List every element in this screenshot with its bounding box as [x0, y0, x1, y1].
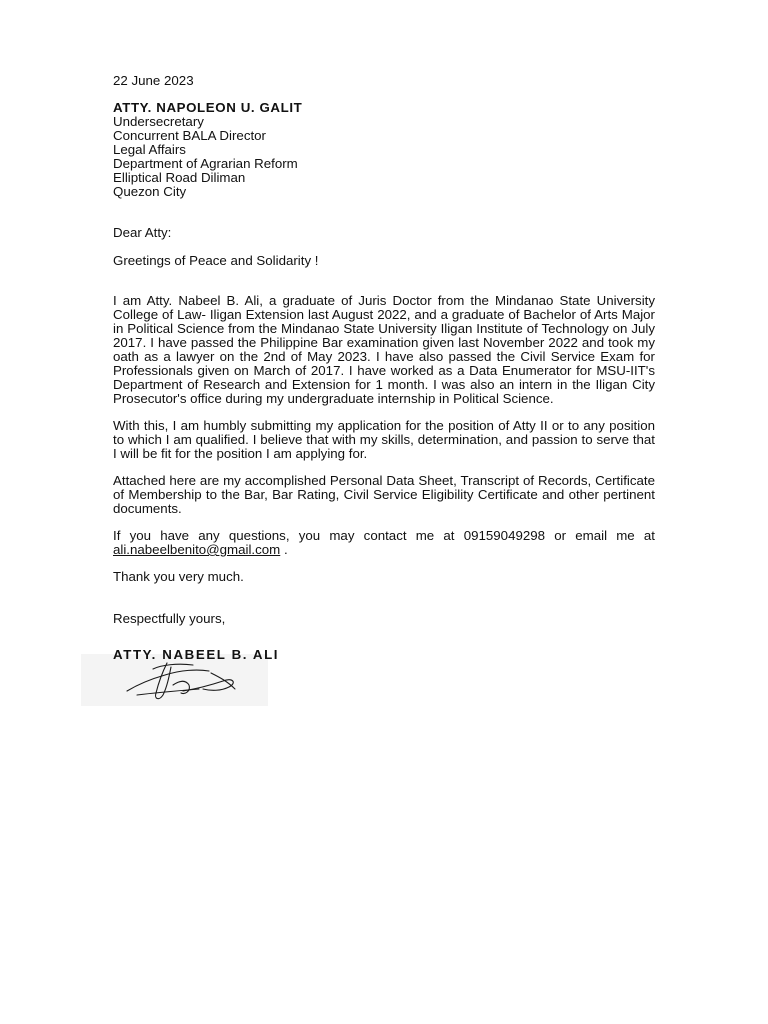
recipient-title: Undersecretary: [113, 114, 204, 129]
paragraph-attachments: Attached here are my accomplished Personal Data Sheet, Transcript of Records, Certificate of Membership to the Bar, Bar Rating, Civil Service Eligibility Certificate and other pertinent documents.: [113, 473, 655, 516]
recipient-street: Elliptical Road Diliman: [113, 170, 246, 185]
contact-text: If you have any questions, you may contact me at 09159049298 or email me at: [113, 528, 655, 543]
recipient-position: Concurrent BALA Director: [113, 128, 266, 143]
letter-date: 22 June 2023: [113, 73, 194, 88]
greeting: Greetings of Peace and Solidarity !: [113, 253, 319, 268]
application-letter: [113, 74, 655, 662]
paragraph-contact: [113, 529, 655, 557]
paragraph-background: I am Atty. Nabeel B. Ali, a graduate of Juris Doctor from the Mindanao State University College of Law- Iligan Extension last August 2022, and a graduate of Bachelor of Arts Major in Political Science from the Mindanao State University Iligan Institute of Technology on July 2017. I have passed the Philippine Bar examination given last November 2022 and took my oath as a lawyer on the 2nd of May 2023. I have also passed the Civil Service Exam for Professionals given on March of 2017. I have worked as a Data Enumerator for MSU-IIT's Department of Research and Extension for 1 month. I was also an intern in the Iligan City Prosecutor's office during my undergraduate internship in Political Science.: [113, 293, 655, 406]
thanks-line: Thank you very much.: [113, 569, 244, 584]
email-link[interactable]: ali.nabeelbenito@gmail.com: [113, 542, 281, 557]
recipient-city: Quezon City: [113, 184, 187, 199]
paragraph-application: With this, I am humbly submitting my application for the position of Atty II or to any position to which I am qualified. I believe that with my skills, determination, and passion to serve that I will be fit for the position I am applying for.: [113, 418, 655, 461]
recipient-name: ATTY. NAPOLEON U. GALIT: [113, 100, 303, 115]
recipient-department: Department of Agrarian Reform: [113, 156, 298, 171]
contact-suffix: .: [280, 542, 288, 557]
salutation: Dear Atty:: [113, 225, 172, 240]
recipient-block: [113, 101, 655, 199]
signer-name: ATTY. NABEEL B. ALI: [113, 647, 280, 662]
closing-line: Respectfully yours,: [113, 611, 226, 626]
recipient-office: Legal Affairs: [113, 142, 186, 157]
handwritten-signature: [123, 655, 243, 707]
